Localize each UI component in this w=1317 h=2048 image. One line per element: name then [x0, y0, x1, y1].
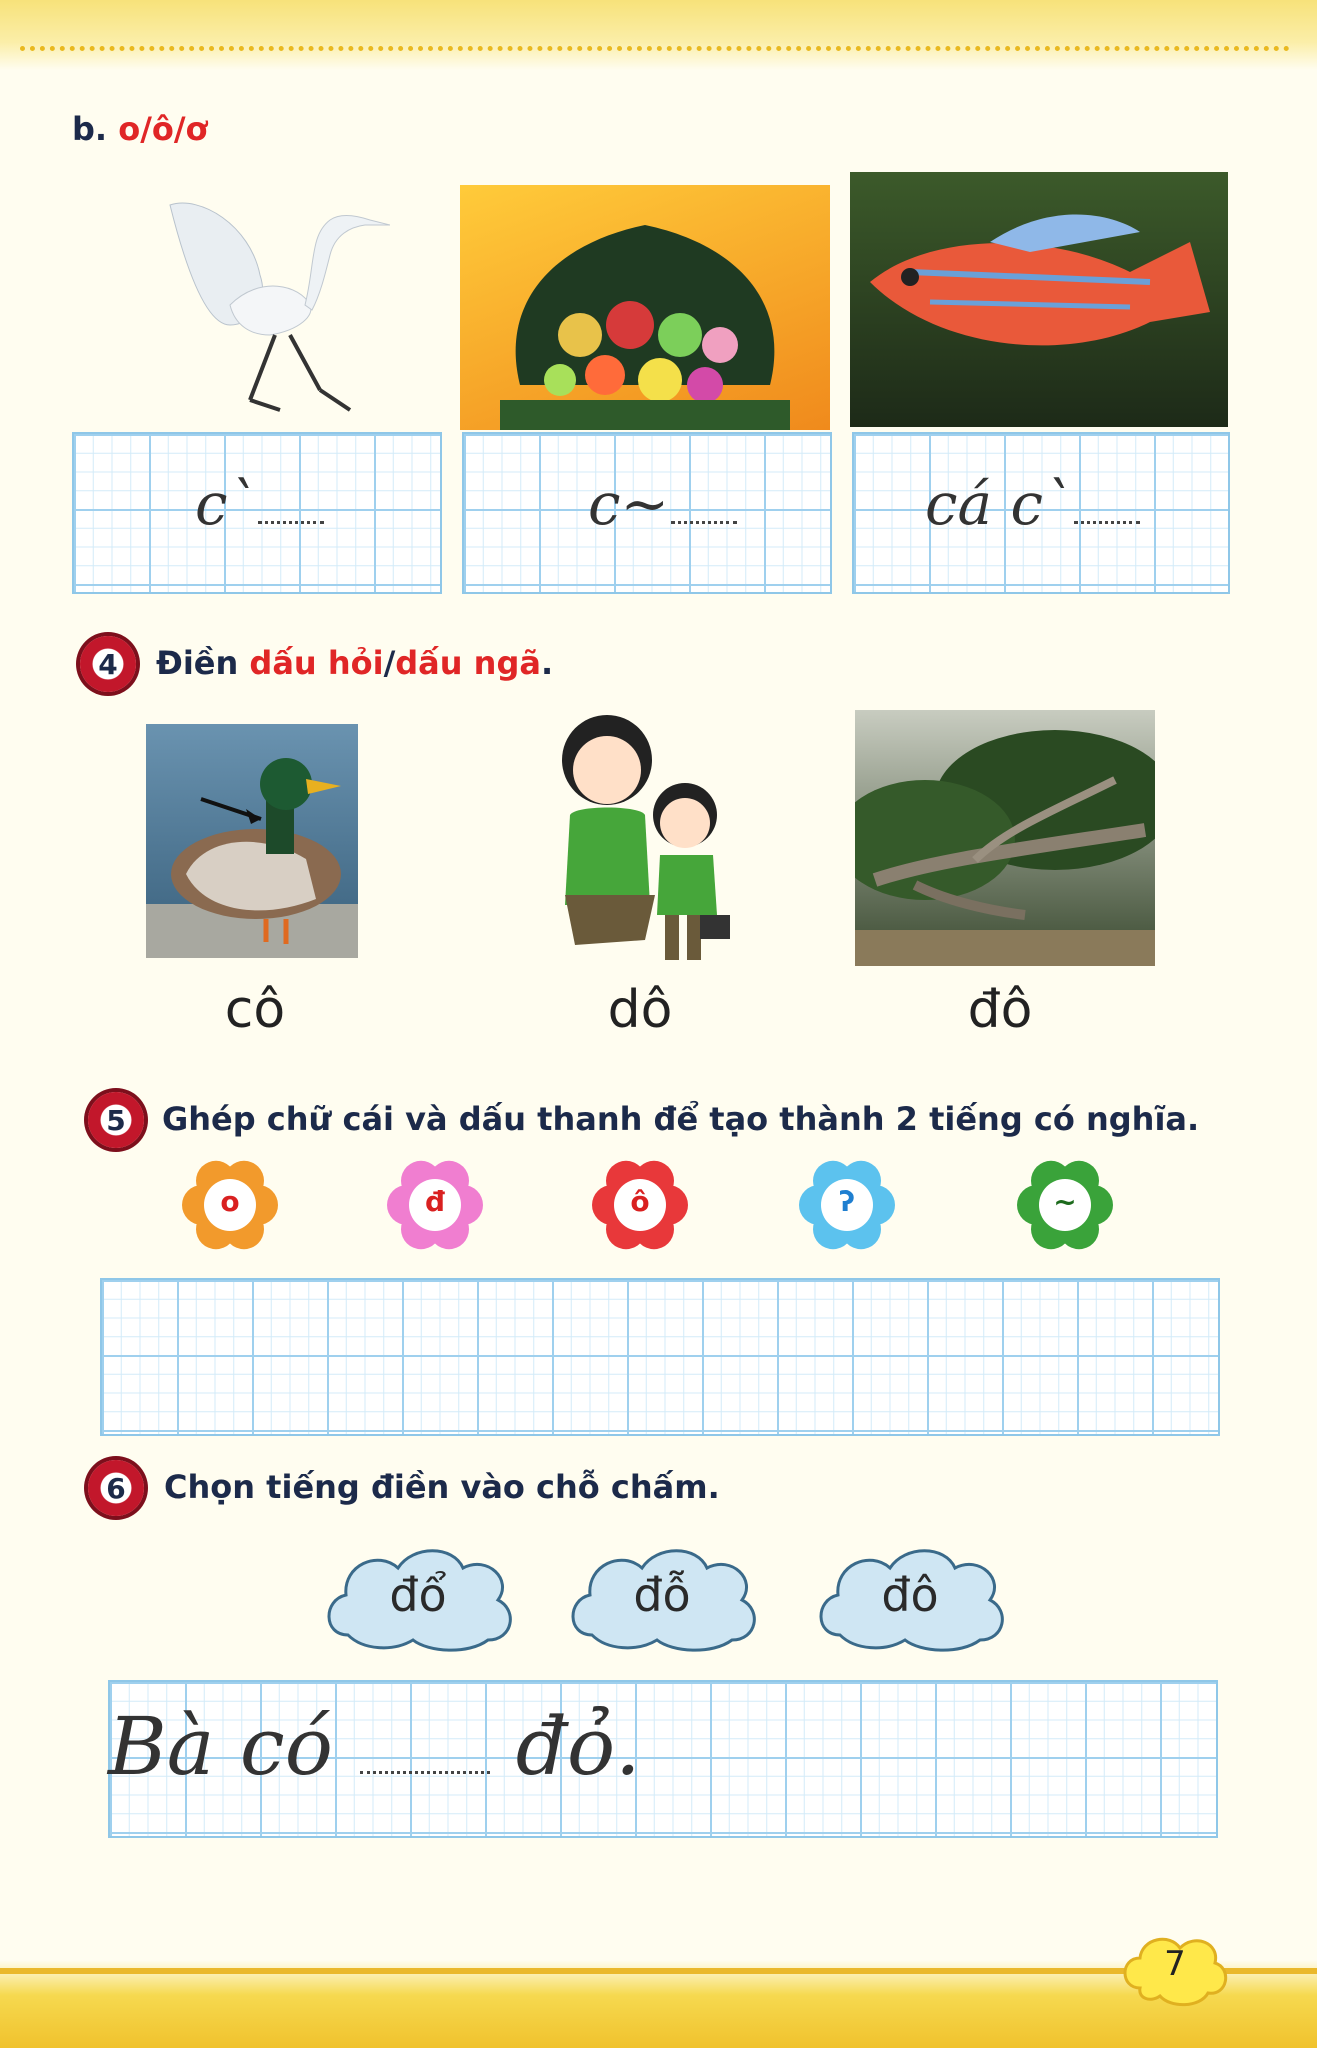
option-text: đổ: [389, 1568, 447, 1622]
task4-number: 4: [98, 647, 118, 681]
top-decor-band: [0, 0, 1317, 70]
flower-letter: đ: [424, 1185, 446, 1218]
flower-letter: ʔ: [838, 1185, 856, 1218]
task5-writing-grid[interactable]: [100, 1278, 1220, 1436]
task5-title: Ghép chữ cái và dấu thanh để tạo thành 2 tiếng có nghĩa.: [162, 1100, 1200, 1138]
flower-letter: ô: [630, 1185, 650, 1218]
task4-hoi: dấu hỏi: [249, 644, 384, 682]
fish-image: [850, 172, 1228, 427]
grid-word-1-text: c`: [195, 470, 257, 538]
option-cloud-row: [0, 1540, 1317, 1670]
duck-image: [146, 724, 358, 958]
grid-word-3: [925, 470, 1140, 538]
fill-blank: [258, 520, 324, 524]
fill-blank: [1074, 520, 1140, 524]
sentence-blank[interactable]: [360, 1770, 490, 1774]
top-dotted-border: [20, 46, 1290, 51]
task4-nga: dấu ngã: [395, 644, 541, 682]
sentence-end: đỏ.: [515, 1700, 641, 1793]
letter-flower[interactable]: [385, 1155, 485, 1255]
task4-end: .: [540, 644, 554, 682]
task4-slash: /: [383, 644, 396, 682]
task4-badge: [80, 636, 136, 692]
letter-flower[interactable]: [590, 1155, 690, 1255]
letter-flower[interactable]: [797, 1155, 897, 1255]
option-text: đô: [881, 1568, 939, 1622]
flower-letter: o: [220, 1185, 240, 1218]
page-number-badge: [1120, 1928, 1230, 2008]
grid-word-2: [588, 470, 737, 538]
egret-image: [130, 185, 390, 425]
task4-title-start: Điền: [156, 644, 239, 682]
letter-flower[interactable]: [1015, 1155, 1115, 1255]
section-b-heading: [72, 110, 208, 148]
grid-word-3-text: cá c`: [925, 470, 1072, 538]
option-cloud[interactable]: [810, 1540, 1010, 1660]
section-b-prefix: b.: [72, 110, 108, 148]
option-cloud[interactable]: [562, 1540, 762, 1660]
mother-daughter-image: [535, 705, 735, 970]
flower-row: [0, 1155, 1317, 1265]
task6-sentence: [108, 1700, 641, 1793]
sentence-start: Bà có: [108, 1700, 333, 1793]
page-number: 7: [1164, 1944, 1186, 1984]
task4-word-2: dô: [607, 980, 673, 1040]
option-text: đỗ: [633, 1568, 691, 1622]
section-b-letters: o/ô/ơ: [118, 110, 208, 148]
fruit-carving-image: [460, 185, 830, 430]
fill-blank: [671, 520, 737, 524]
task4-word-1: cô: [224, 980, 286, 1040]
grid-word-1: [195, 470, 324, 538]
fallen-tree-image: [855, 710, 1155, 966]
task5-badge: [88, 1092, 144, 1148]
option-cloud[interactable]: [318, 1540, 518, 1660]
task6-number: 6: [106, 1471, 126, 1505]
task6-badge: [88, 1460, 144, 1516]
task6-title: Chọn tiếng điền vào chỗ chấm.: [164, 1468, 720, 1506]
letter-flower[interactable]: [180, 1155, 280, 1255]
flower-letter: ~: [1053, 1185, 1077, 1218]
task5-number: 5: [106, 1103, 126, 1137]
task4-title: [156, 644, 553, 682]
grid-word-2-text: c~: [588, 470, 670, 538]
task4-word-3: đô: [967, 980, 1033, 1040]
